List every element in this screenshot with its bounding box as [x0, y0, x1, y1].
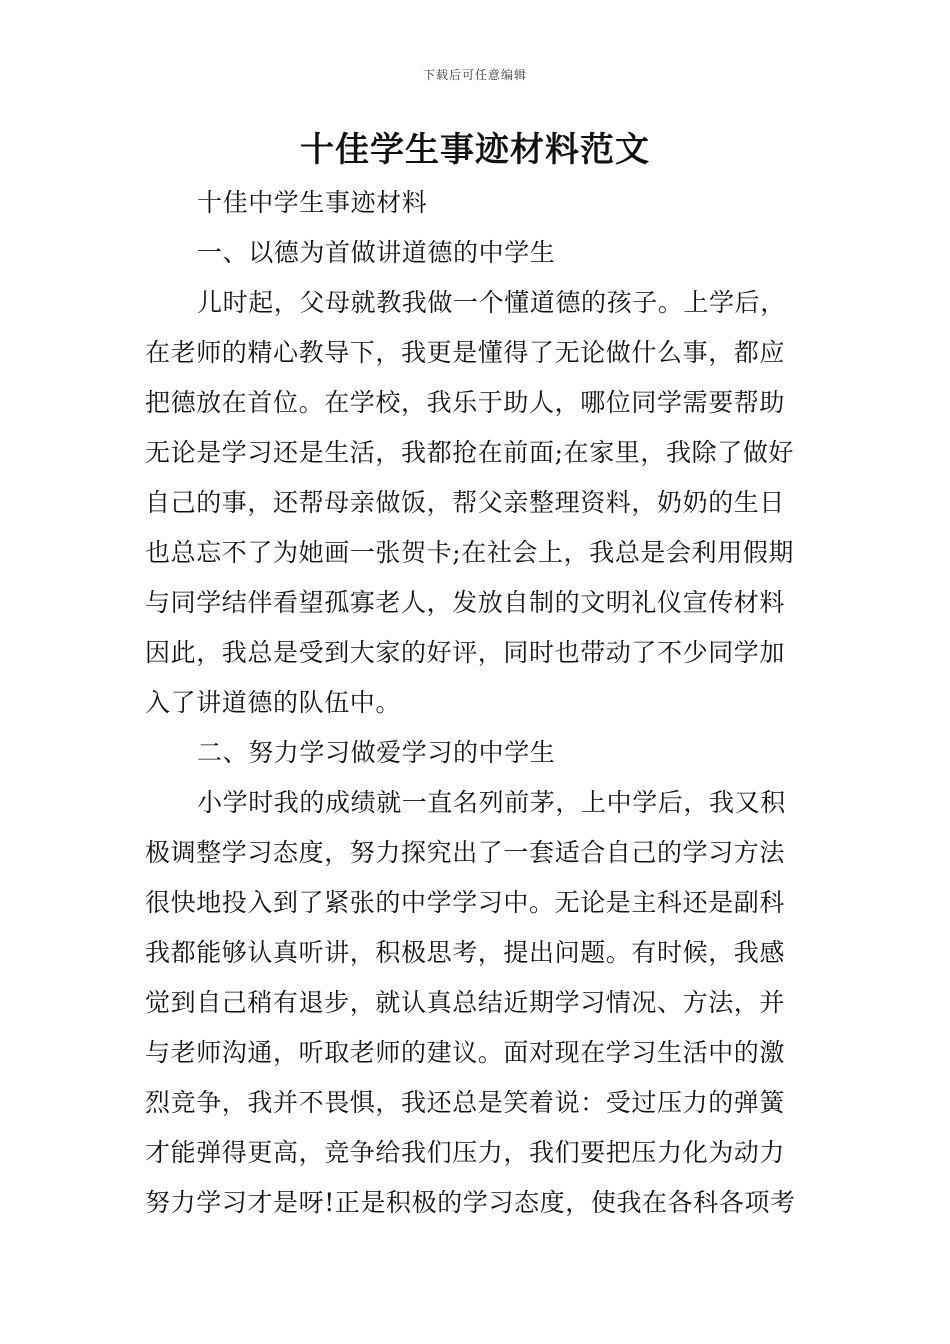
body-text-line: 因此，我总是受到大家的好评，同时也带动了不少同学加 [145, 638, 786, 667]
body-text-line: 很快地投入到了紧张的中学学习中。无论是主科还是副科 [145, 888, 786, 917]
body-text-line: 二、努力学习做爱学习的中学生 [197, 738, 556, 767]
body-text-line: 才能弹得更高，竞争给我们压力，我们要把压力化为动力 [145, 1138, 786, 1167]
body-text-line: 自己的事，还帮母亲做饭，帮父亲整理资料，奶奶的生日 [145, 488, 786, 517]
body-text-line: 与同学结伴看望孤寡老人，发放自制的文明礼仪宣传材料 [145, 588, 786, 617]
document-title: 十佳学生事迹材料范文 [300, 130, 650, 170]
body-text-line: 极调整学习态度，努力探究出了一套适合自己的学习方法 [145, 838, 786, 867]
body-text-line: 十佳中学生事迹材料 [197, 188, 428, 217]
body-text-line: 儿时起，父母就教我做一个懂道德的孩子。上学后， [197, 288, 786, 317]
body-text-line: 与老师沟通，听取老师的建议。面对现在学习生活中的激 [145, 1038, 786, 1067]
document-body [145, 178, 807, 1228]
body-text-line: 无论是学习还是生活，我都抢在前面;在家里，我除了做好 [145, 438, 795, 467]
body-text-line: 努力学习才是呀!正是积极的学习态度，使我在各科各项考 [145, 1188, 796, 1217]
body-text-line: 入了讲道德的队伍中。 [145, 688, 402, 717]
body-text-line: 一、以德为首做讲道德的中学生 [197, 238, 556, 267]
body-text-line: 把德放在首位。在学校，我乐于助人，哪位同学需要帮助 [145, 388, 786, 417]
body-text-line: 在老师的精心教导下，我更是懂得了无论做什么事，都应 [145, 338, 786, 367]
body-text-line: 烈竞争，我并不畏惧，我还总是笑着说：受过压力的弹簧 [145, 1088, 786, 1117]
body-text-line: 也总忘不了为她画一张贺卡;在社会上，我总是会利用假期 [145, 538, 795, 567]
body-text-line: 小学时我的成绩就一直名列前茅，上中学后，我又积 [197, 788, 786, 817]
body-text-line: 我都能够认真听讲，积极思考，提出问题。有时候，我感 [145, 938, 786, 967]
header-note: 下载后可任意编辑 [422, 68, 527, 82]
body-text-line: 觉到自己稍有退步，就认真总结近期学习情况、方法，并 [145, 988, 786, 1017]
